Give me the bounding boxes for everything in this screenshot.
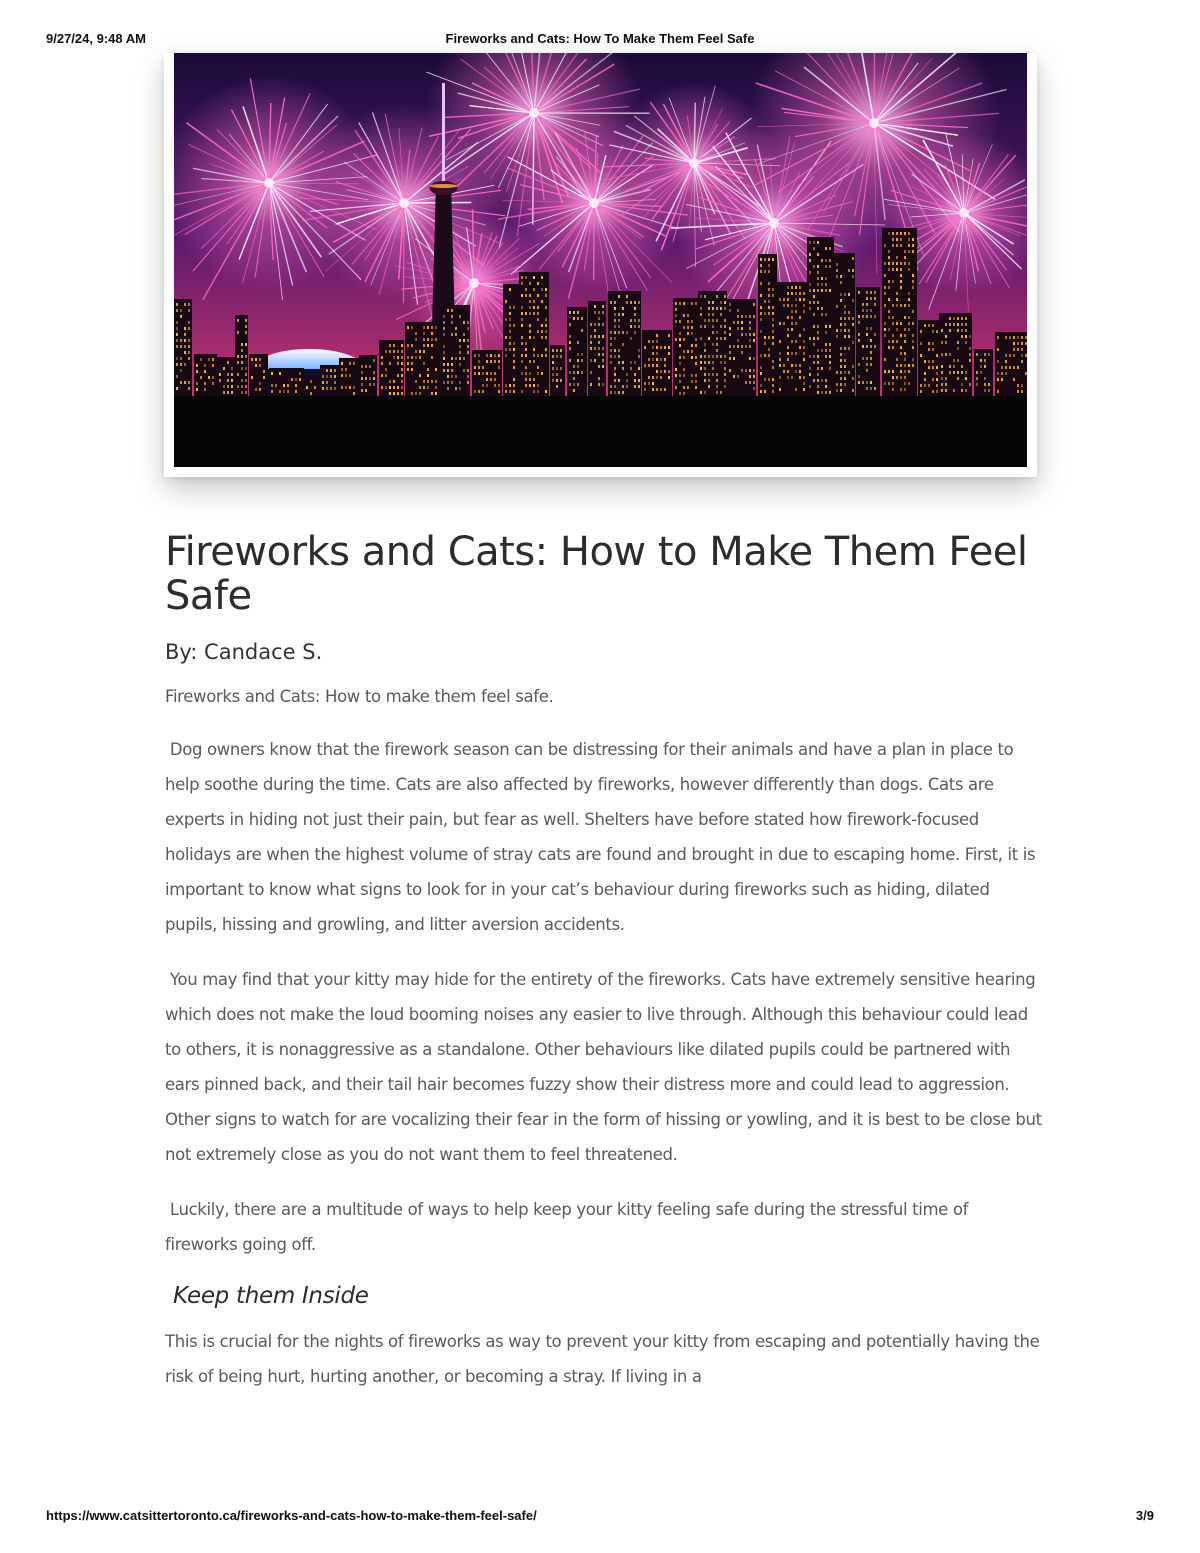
print-document-title: Fireworks and Cats: How To Make Them Feel Safe — [445, 31, 755, 46]
article-paragraph: This is crucial for the nights of fireworks as way to prevent your kitty from escaping and potentially having the risk of being hurt, hurting another, or becoming a stray. If living in a — [165, 1332, 1045, 1386]
fireworks-city-skyline-image — [174, 53, 1027, 467]
print-header — [46, 31, 1154, 51]
article-paragraph: You may find that your kitty may hide for the entirety of the fireworks. Cats have extremely sensitive hearing which does not make the loud booming noises any easier to live through. Although this behaviour could lead to others, it is nonaggressive as a standalone. Other behaviours like dilated pupils could be partnered with ears pinned back, and their tail hair becomes fuzzy show their distress more and could lead to aggression. Other signs to watch for are vocalizing their fear in the form of hissing or yowling, and it is best to be close but not extremely close as you do not want them to feel threatened. — [165, 970, 1047, 1164]
print-url: https://www.catsittertoronto.ca/fireworks-and-cats-how-to-make-them-feel-safe/ — [46, 1508, 537, 1523]
article-paragraph: Luckily, there are a multitude of ways to help keep your kitty feeling safe during the stressful time of fireworks going off. — [165, 1200, 973, 1254]
article-byline: By: Candace S. — [165, 640, 323, 664]
article-paragraph: Dog owners know that the firework season can be distressing for their animals and have a plan in place to help soothe during the time. Cats are also affected by fireworks, however differently than dogs. Cats are experts in hiding not just their pain, but fear as well. Shelters have before stated how firework-focused holidays are when the highest volume of stray cats are found and brought in due to escaping home. First, it is important to know what signs to look for in your cat’s behaviour during fireworks such as hiding, dilated pupils, hissing and growling, and litter aversion accidents. — [165, 740, 1041, 934]
article — [165, 530, 1045, 1394]
lake-water — [174, 396, 1027, 467]
print-footer — [46, 1508, 1154, 1528]
print-date: 9/27/24, 9:48 AM — [46, 31, 146, 46]
article-intro: Fireworks and Cats: How to make them feel safe. — [165, 687, 554, 706]
section-heading: Keep them Inside — [173, 1283, 369, 1309]
article-title: Fireworks and Cats: How to Make Them Feel Safe — [165, 529, 1028, 619]
hero-image-frame — [164, 53, 1037, 477]
print-page-number: 3/9 — [1135, 1508, 1154, 1523]
